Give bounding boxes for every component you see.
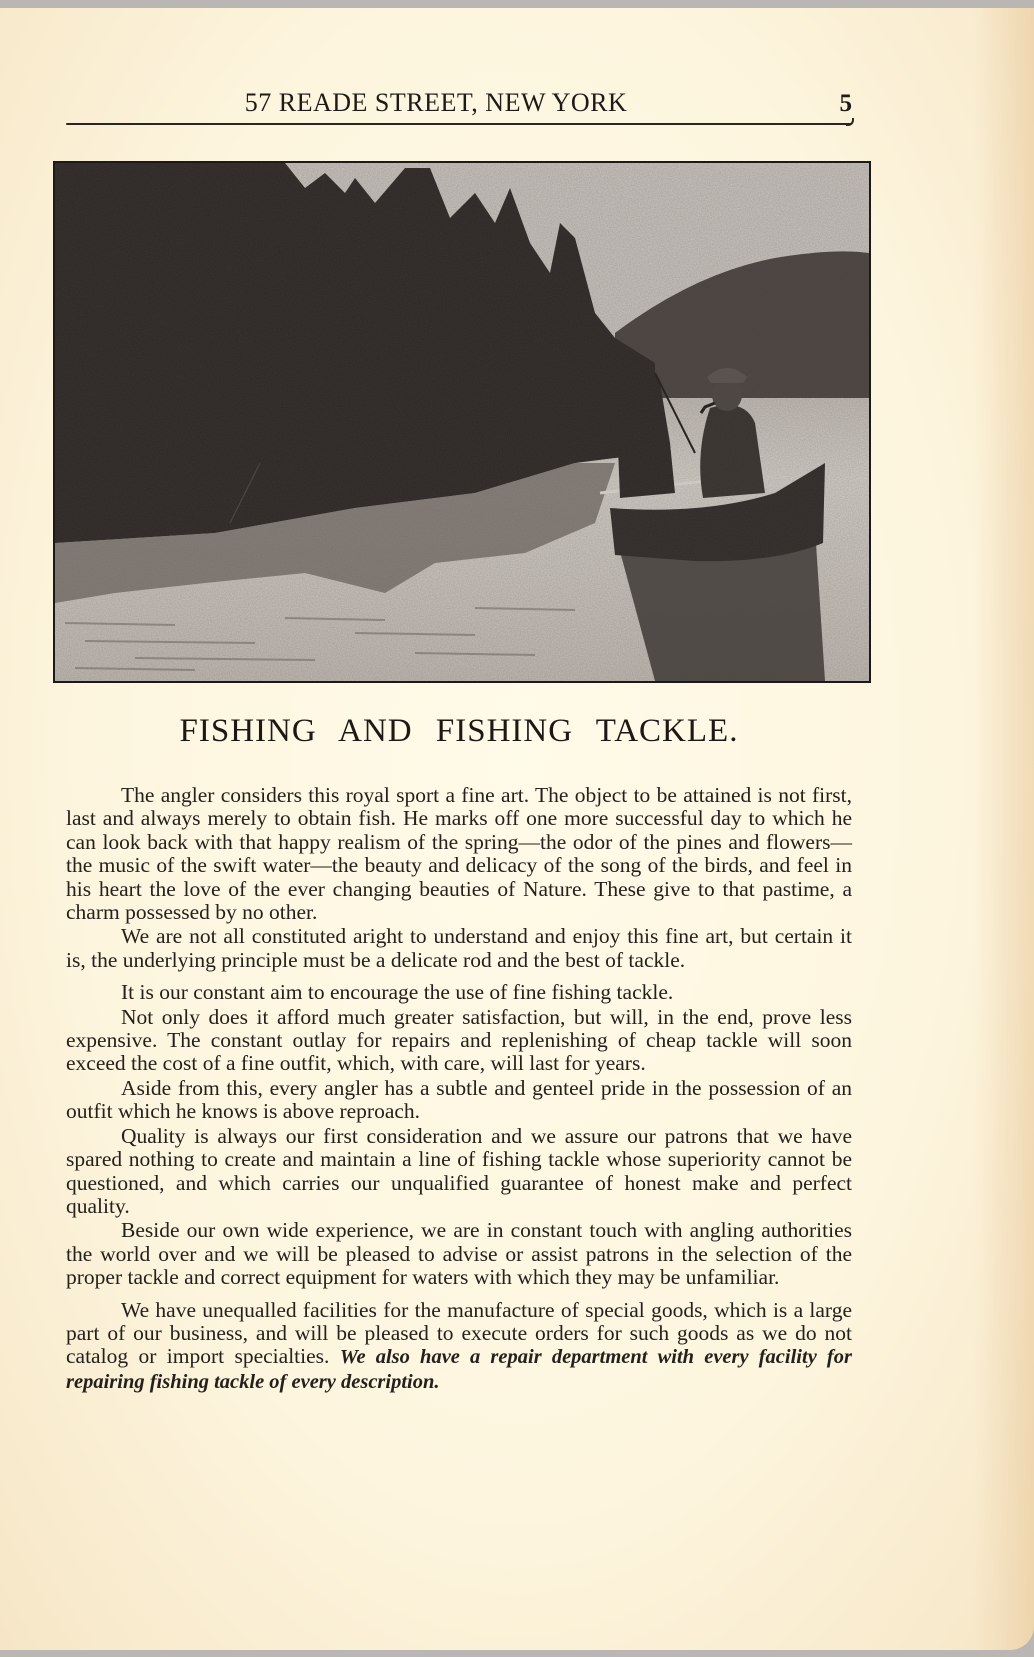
paragraph-experience: Beside our own wide experience, we are in constant touch with angling authorities the world over and we will be pleased to advise or assist patrons in the selection of the proper tackle and correct equipment for waters with which they may be unfamiliar. — [66, 1218, 852, 1290]
header-rule — [66, 123, 852, 125]
running-head — [66, 86, 852, 126]
paragraph-less-expensive: Not only does it afford much greater satisfaction, but will, in the end, prove less expensive. The constant outlay for repairs and replenishing of cheap tackle will soon exceed the cost of a fine outfit, which, with care, will last for years. — [66, 1004, 852, 1076]
paragraph-fine-art: We are not all constituted aright to understand and enjoy this fine art, but certain it is, the underlying principle must be a delicate rod and the best of tackle. — [66, 924, 852, 972]
running-head-title: 57 READE STREET, NEW YORK — [244, 88, 628, 117]
catalog-page — [0, 8, 1034, 1650]
section-title: FISHING AND FISHING TACKLE. — [179, 713, 739, 749]
paragraph-facilities — [66, 1299, 852, 1395]
paragraph-constant-aim: It is our constant aim to encourage the use of fine fishing tackle. — [121, 980, 674, 1005]
fishing-photo — [53, 161, 871, 683]
facilities-text: We have unequalled facilities for the manufacture of special goods, which is a large part of our business, and will be pleased to execute orders for such goods as we do not catalog or import specialties. — [66, 1297, 852, 1369]
canoe-angler-image — [55, 163, 869, 681]
article-body — [66, 784, 852, 1394]
paragraph-intro: The angler considers this royal sport a fine art. The object to be attained is not first, last and always merely to obtain fish. He marks off one more successful day to which he can look back with that happy realism of the spring—the odor of the pines and flowers—the music of the swift water—the beauty and delicacy of the song of the birds, and feel in his heart the love of the ever changing beauties of Nature. These give to that pastime, a charm possessed by no other. — [66, 783, 852, 925]
page-number: 5 — [839, 90, 852, 117]
paragraph-pride: Aside from this, every angler has a subtle and genteel pride in the possession of an outfit which he knows is above reproach. — [66, 1075, 852, 1124]
paragraph-quality: Quality is always our first consideration and we assure our patrons that we have spared nothing to create and maintain a line of fishing tackle whose superiority cannot be questioned, and which carries our unqualified guarantee of honest make and perfect quality. — [66, 1123, 852, 1218]
repair-department-note: We also have a repair department with every facility for repairing fishing tackle of every description. — [66, 1346, 852, 1393]
